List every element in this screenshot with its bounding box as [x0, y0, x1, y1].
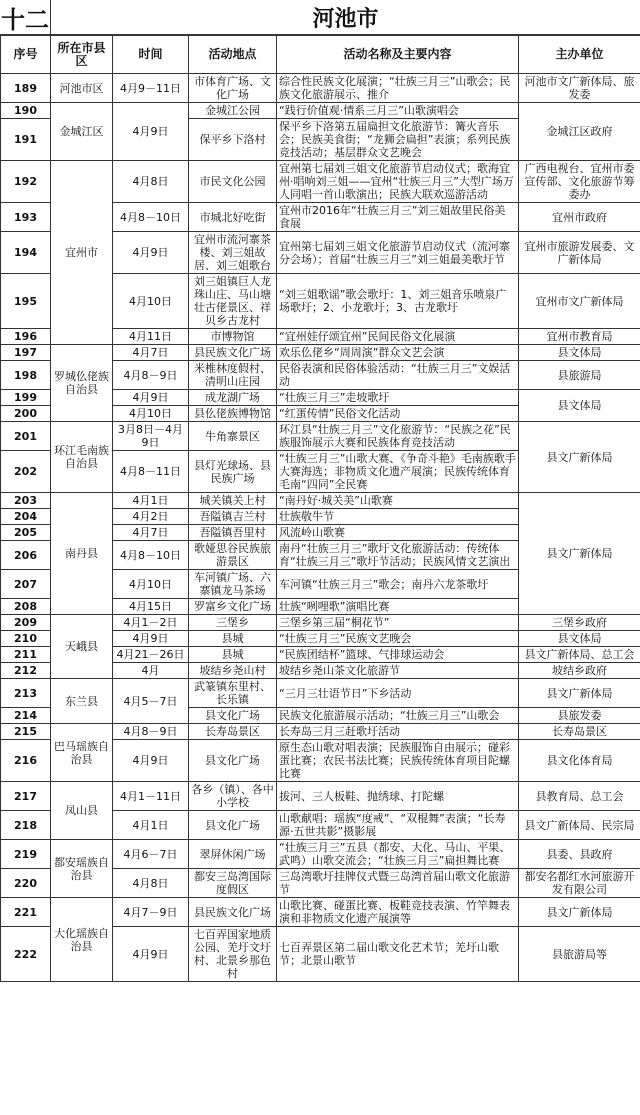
- section-header: [0, 0, 640, 35]
- time-cell: 4月9日: [113, 631, 189, 647]
- header-no: 序号: [1, 36, 51, 74]
- place-cell: 县灯光球场、县民族广场: [189, 451, 277, 493]
- row-number: 213: [1, 679, 51, 708]
- organizer-cell: 宜州市文广新体局: [519, 274, 640, 329]
- place-cell: 七百弄国家地质公园、羌圩文圩村、北景乡那色村: [189, 927, 277, 982]
- county-cell: 环江毛南族自治县: [51, 422, 113, 493]
- place-cell: 市博物馆: [189, 329, 277, 345]
- time-cell: 4月8－10日: [113, 203, 189, 232]
- header-activity: 活动名称及主要内容: [277, 36, 519, 74]
- organizer-cell: 坡结乡政府: [519, 663, 640, 679]
- time-cell: 4月10日: [113, 274, 189, 329]
- table-row: [1, 615, 640, 631]
- time-cell: 4月21－26日: [113, 647, 189, 663]
- activity-cell: 原生态山歌对唱表演；民族服饰自由展示；碰彩蛋比赛；农民书法比赛；民族传统体育项目陀螺比赛: [277, 740, 519, 782]
- activity-cell: “壮族三月三”山歌大赛、《争奇斗艳》毛南族歌手大赛海选；非物质文化遗产展演；民族传统体育毛南“四同”全民赛: [277, 451, 519, 493]
- organizer-cell: 宜州市旅游发展委、文广新体局: [519, 232, 640, 274]
- activity-cell: 宜州市2016年“壮族三月三”刘三姐故里民俗美食展: [277, 203, 519, 232]
- row-number: 192: [1, 161, 51, 203]
- place-cell: 三堡乡: [189, 615, 277, 631]
- place-cell: 车河镇广场、六寨镇龙马茶场: [189, 570, 277, 599]
- table-row: [1, 103, 640, 119]
- place-cell: 县文化广场: [189, 740, 277, 782]
- row-number: 204: [1, 509, 51, 525]
- time-cell: 4月9日: [113, 103, 189, 161]
- activity-cell: 拔河、三人板鞋、抛绣球、打陀螺: [277, 782, 519, 811]
- place-cell: 翠屏休闲广场: [189, 840, 277, 869]
- organizer-cell: 金城江区政府: [519, 103, 640, 161]
- time-cell: 4月5－7日: [113, 679, 189, 724]
- time-cell: 4月: [113, 663, 189, 679]
- time-cell: 4月9日: [113, 927, 189, 982]
- row-number: 218: [1, 811, 51, 840]
- organizer-cell: 县旅游局等: [519, 927, 640, 982]
- activity-cell: “壮族三月三”走坡歌圩: [277, 390, 519, 406]
- organizer-cell: 宜州市政府: [519, 203, 640, 232]
- place-cell: 坡结乡尧山村: [189, 663, 277, 679]
- table-row: [1, 840, 640, 869]
- row-number: 193: [1, 203, 51, 232]
- row-number: 190: [1, 103, 51, 119]
- organizer-cell: 县文广新体局: [519, 898, 640, 927]
- section-title: 河池市: [312, 6, 379, 32]
- county-cell: 天峨县: [51, 615, 113, 679]
- place-cell: 吾隘镇吉兰村: [189, 509, 277, 525]
- county-cell: 都安瑶族自治县: [51, 840, 113, 898]
- row-number: 198: [1, 361, 51, 390]
- activity-cell: 三堡乡第三届“桐花节”: [277, 615, 519, 631]
- table-row: [1, 74, 640, 103]
- organizer-cell: 都安名都红水河旅游开发有限公司: [519, 869, 640, 898]
- county-cell: 东兰县: [51, 679, 113, 724]
- activity-cell: “壮族三月三”五县（都安、大化、马山、平果、武鸣）山歌交流会；“壮族三月三”扁担舞比赛: [277, 840, 519, 869]
- place-cell: 县文化广场: [189, 708, 277, 724]
- activity-cell: “壮族三月三”民族文艺晚会: [277, 631, 519, 647]
- time-cell: 4月6－7日: [113, 840, 189, 869]
- activity-cell: 风流岭山歌赛: [277, 525, 519, 541]
- activity-cell: “南丹好·城关美”山歌赛: [277, 493, 519, 509]
- time-cell: 4月8－9日: [113, 724, 189, 740]
- time-cell: 4月7－9日: [113, 898, 189, 927]
- county-cell: 凤山县: [51, 782, 113, 840]
- activity-cell: “践行价值观·情系三月三”山歌演唱会: [277, 103, 519, 119]
- organizer-cell: 县旅发委: [519, 708, 640, 724]
- time-cell: 4月8日: [113, 161, 189, 203]
- row-number: 214: [1, 708, 51, 724]
- row-number: 200: [1, 406, 51, 422]
- time-cell: 4月10日: [113, 406, 189, 422]
- time-cell: 4月8日: [113, 869, 189, 898]
- organizer-cell: 县文化体育局: [519, 740, 640, 782]
- activity-cell: 欢乐仫佬乡“周周演”群众文艺会演: [277, 345, 519, 361]
- place-cell: 市体育广场、文化广场: [189, 74, 277, 103]
- row-number: 205: [1, 525, 51, 541]
- place-cell: 成龙湖广场: [189, 390, 277, 406]
- activity-cell: “宜州娃仔颂宜州”民间民俗文化展演: [277, 329, 519, 345]
- time-cell: 4月1－2日: [113, 615, 189, 631]
- time-cell: 4月1日: [113, 811, 189, 840]
- table-row: [1, 782, 640, 811]
- organizer-cell: 县文广新体局: [519, 679, 640, 708]
- time-cell: 4月11日: [113, 329, 189, 345]
- activity-cell: “刘三姐歌谣”歌会歌圩：1、刘三姐音乐喷泉广场歌圩；2、小龙歌圩；3、古龙歌圩: [277, 274, 519, 329]
- place-cell: 米椎林度假村、清明山庄园: [189, 361, 277, 390]
- organizer-cell: 县文体局: [519, 390, 640, 422]
- place-cell: 金城江公园: [189, 103, 277, 119]
- row-number: 189: [1, 74, 51, 103]
- time-cell: 4月1－11日: [113, 782, 189, 811]
- place-cell: 歌娅思谷民族旅游景区: [189, 541, 277, 570]
- time-cell: 4月15日: [113, 599, 189, 615]
- table-row: [1, 898, 640, 927]
- activity-cell: 山歌献唱：瑶族“度戒”、“双棍舞”表演；“长寿源·五世共影”摄影展: [277, 811, 519, 840]
- place-cell: 城关镇关上村: [189, 493, 277, 509]
- row-number: 216: [1, 740, 51, 782]
- table-row: [1, 422, 640, 451]
- activity-cell: “红蛋传情”民俗文化活动: [277, 406, 519, 422]
- organizer-cell: 县旅游局: [519, 361, 640, 390]
- row-number: 195: [1, 274, 51, 329]
- row-number: 211: [1, 647, 51, 663]
- row-number: 221: [1, 898, 51, 927]
- organizer-cell: 县文广新体局: [519, 422, 640, 493]
- time-cell: 4月9日: [113, 740, 189, 782]
- place-cell: 县民族文化广场: [189, 345, 277, 361]
- time-cell: 4月10日: [113, 570, 189, 599]
- activity-cell: 民俗表演和民俗体验活动：“壮族三月三”文娱活动: [277, 361, 519, 390]
- activity-cell: 宜州第七届刘三姐文化旅游节启动仪式（流河寨分会场）；首届“壮族三月三”刘三姐最美歌圩节: [277, 232, 519, 274]
- activity-cell: 保平乡下洛第五届扁担文化旅游节：篝火音乐会；民族美食街；“龙狮会扁担”表演；系列民族竞技活动；基层群众文艺晚会: [277, 119, 519, 161]
- organizer-cell: 县委、县政府: [519, 840, 640, 869]
- activity-cell: 三岛湾歌圩挂牌仪式暨三岛湾首届山歌文化旅游节: [277, 869, 519, 898]
- row-number: 206: [1, 541, 51, 570]
- table-row: [1, 493, 640, 509]
- time-cell: 4月7日: [113, 345, 189, 361]
- place-cell: 吾隘镇吾里村: [189, 525, 277, 541]
- time-cell: 4月7日: [113, 525, 189, 541]
- place-cell: 县仫佬族博物馆: [189, 406, 277, 422]
- county-cell: 金城江区: [51, 103, 113, 161]
- time-cell: 4月9－11日: [113, 74, 189, 103]
- row-number: 207: [1, 570, 51, 599]
- activity-cell: “三月三壮语节日”下乡活动: [277, 679, 519, 708]
- row-number: 219: [1, 840, 51, 869]
- county-cell: 宜州市: [51, 161, 113, 345]
- place-cell: 县文化广场: [189, 811, 277, 840]
- place-cell: 都安三岛湾国际度假区: [189, 869, 277, 898]
- place-cell: 武篆镇东里村、长乐镇: [189, 679, 277, 708]
- activity-cell: 壮族敬牛节: [277, 509, 519, 525]
- time-cell: 4月8－9日: [113, 361, 189, 390]
- place-cell: 县城: [189, 631, 277, 647]
- county-cell: 罗城仫佬族自治县: [51, 345, 113, 422]
- time-cell: 4月1日: [113, 493, 189, 509]
- row-number: 203: [1, 493, 51, 509]
- place-cell: 各乡（镇）、各中小学校: [189, 782, 277, 811]
- county-cell: 南丹县: [51, 493, 113, 615]
- county-cell: 河池市区: [51, 74, 113, 103]
- section-number: 十二: [0, 0, 51, 34]
- place-cell: 保平乡下洛村: [189, 119, 277, 161]
- activity-cell: 坡结乡尧山茶文化旅游节: [277, 663, 519, 679]
- activity-cell: 综合性民族文化展演；“壮族三月三”山歌会；民族文化旅游展示、推介: [277, 74, 519, 103]
- organizer-cell: 宜州市教育局: [519, 329, 640, 345]
- county-cell: 巴马瑶族自治县: [51, 724, 113, 782]
- activity-cell: 宜州第七届刘三姐文化旅游节启动仪式；歌海宜州·唱响刘三姐——宜州“壮族三月三”大型广场万人同唱一首山歌演出；民族大联欢巡游活动: [277, 161, 519, 203]
- county-cell: 大化瑶族自治县: [51, 898, 113, 982]
- row-number: 201: [1, 422, 51, 451]
- row-number: 209: [1, 615, 51, 631]
- time-cell: 4月2日: [113, 509, 189, 525]
- row-number: 191: [1, 119, 51, 161]
- row-number: 197: [1, 345, 51, 361]
- organizer-cell: 长寿岛景区: [519, 724, 640, 740]
- row-number: 210: [1, 631, 51, 647]
- time-cell: 4月8－10日: [113, 541, 189, 570]
- organizer-cell: 河池市文广新体局、旅发委: [519, 74, 640, 103]
- organizer-cell: 广西电视台、宜州市委宣传部、文化旅游节筹委办: [519, 161, 640, 203]
- organizer-cell: 三堡乡政府: [519, 615, 640, 631]
- row-number: 196: [1, 329, 51, 345]
- time-cell: 4月9日: [113, 390, 189, 406]
- row-number: 199: [1, 390, 51, 406]
- events-table: [0, 35, 640, 982]
- row-number: 222: [1, 927, 51, 982]
- table-row: [1, 724, 640, 740]
- place-cell: 宜州市流河寨茶楼、刘三姐故居、刘三姐歌台: [189, 232, 277, 274]
- row-number: 220: [1, 869, 51, 898]
- organizer-cell: 县文体局: [519, 345, 640, 361]
- organizer-cell: 县文体局: [519, 631, 640, 647]
- activity-cell: 南丹“壮族三月三”歌圩文化旅游活动：传统体育“壮族三月三”歌圩节活动；民族风情文艺演出: [277, 541, 519, 570]
- activity-cell: 山歌比赛、碰蛋比赛、板鞋竞技表演、竹竿舞表演和非物质文化遗产展演等: [277, 898, 519, 927]
- place-cell: 县民族文化广场: [189, 898, 277, 927]
- header-county: 所在市县区: [51, 36, 113, 74]
- place-cell: 市民文化公园: [189, 161, 277, 203]
- table-row: [1, 679, 640, 708]
- activity-cell: “民族团结杯”篮球、气排球运动会: [277, 647, 519, 663]
- activity-cell: 长寿岛三月三赶歌圩活动: [277, 724, 519, 740]
- place-cell: 市城北好吃街: [189, 203, 277, 232]
- header-organizer: 主办单位: [519, 36, 640, 74]
- row-number: 217: [1, 782, 51, 811]
- place-cell: 刘三姐镇巨人龙珠山庄、马山塘壮古佬景区、祥贝乡古龙村: [189, 274, 277, 329]
- time-cell: 4月8－11日: [113, 451, 189, 493]
- activity-cell: 环江县“壮族三月三”文化旅游节：“民族之花”民族服饰展示大赛和民族体育竞技活动: [277, 422, 519, 451]
- table-row: [1, 161, 640, 203]
- row-number: 212: [1, 663, 51, 679]
- time-cell: 3月8日－4月9日: [113, 422, 189, 451]
- organizer-cell: 县文广新体局、总工会: [519, 647, 640, 663]
- organizer-cell: 县文广新体局: [519, 493, 640, 615]
- activity-cell: 壮族“咧哩歌”演唱比赛: [277, 599, 519, 615]
- place-cell: 长寿岛景区: [189, 724, 277, 740]
- header-place: 活动地点: [189, 36, 277, 74]
- place-cell: 县城: [189, 647, 277, 663]
- row-number: 202: [1, 451, 51, 493]
- activity-cell: 七百弄景区第二届山歌文化艺术节；羌圩山歌节；北景山歌节: [277, 927, 519, 982]
- header-time: 时间: [113, 36, 189, 74]
- row-number: 194: [1, 232, 51, 274]
- activity-cell: 车河镇“壮族三月三”歌会；南丹六龙茶歌圩: [277, 570, 519, 599]
- row-number: 208: [1, 599, 51, 615]
- place-cell: 牛角寨景区: [189, 422, 277, 451]
- time-cell: 4月9日: [113, 232, 189, 274]
- activity-cell: 民族文化旅游展示活动；“壮族三月三”山歌会: [277, 708, 519, 724]
- table-header-row: [1, 36, 640, 74]
- organizer-cell: 县文广新体局、民宗局: [519, 811, 640, 840]
- organizer-cell: 县教育局、总工会: [519, 782, 640, 811]
- row-number: 215: [1, 724, 51, 740]
- table-row: [1, 345, 640, 361]
- place-cell: 罗富乡文化广场: [189, 599, 277, 615]
